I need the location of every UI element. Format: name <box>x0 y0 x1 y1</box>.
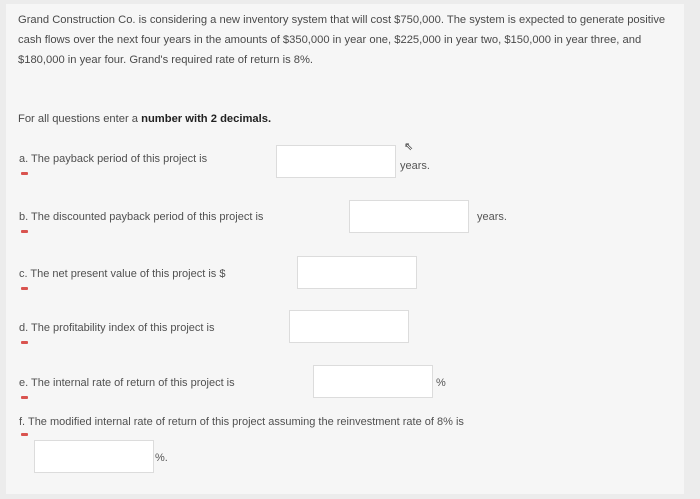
question-e-label: e. The internal rate of return of this project is <box>19 377 235 389</box>
required-mark-c <box>21 287 28 290</box>
npv-input[interactable] <box>297 256 417 289</box>
problem-statement: Grand Construction Co. is considering a new inventory system that will cost $750,000. The system is expected to generate positive cash flows over the next four years in the amounts of $350,000 in year one, $225,000 in year two, $150,000 in year three, and $180,000 in year four. Grand's required rate of return is 8%. <box>18 14 666 66</box>
mirr-input[interactable] <box>34 440 154 473</box>
question-f-unit: %. <box>155 452 168 464</box>
discounted-payback-input[interactable] <box>349 200 469 233</box>
question-b-label: b. The discounted payback period of this project is <box>19 211 264 223</box>
required-mark-a <box>21 172 28 175</box>
question-f-label: f. The modified internal rate of return of this project assuming the reinvestment rate of 8% is <box>19 416 464 428</box>
profitability-index-input[interactable] <box>289 310 409 343</box>
question-d-label: d. The profitability index of this project is <box>19 322 215 334</box>
question-a-label: a. The payback period of this project is <box>19 153 208 165</box>
question-e-unit: % <box>436 377 446 389</box>
required-mark-e <box>21 396 28 399</box>
instructions-text: For all questions enter a <box>18 113 142 125</box>
instructions <box>18 113 271 125</box>
question-b-unit: years. <box>477 211 507 223</box>
payback-period-input[interactable] <box>276 145 396 178</box>
required-mark-b <box>21 230 28 233</box>
question-c-label: c. The net present value of this project is $ <box>19 268 226 280</box>
required-mark-f <box>21 433 28 436</box>
question-a-unit: years. <box>400 160 430 172</box>
required-mark-d <box>21 341 28 344</box>
irr-input[interactable] <box>313 365 433 398</box>
instructions-emphasis: number with 2 decimals. <box>141 113 272 125</box>
mouse-cursor-icon: ⇖ <box>404 141 414 153</box>
